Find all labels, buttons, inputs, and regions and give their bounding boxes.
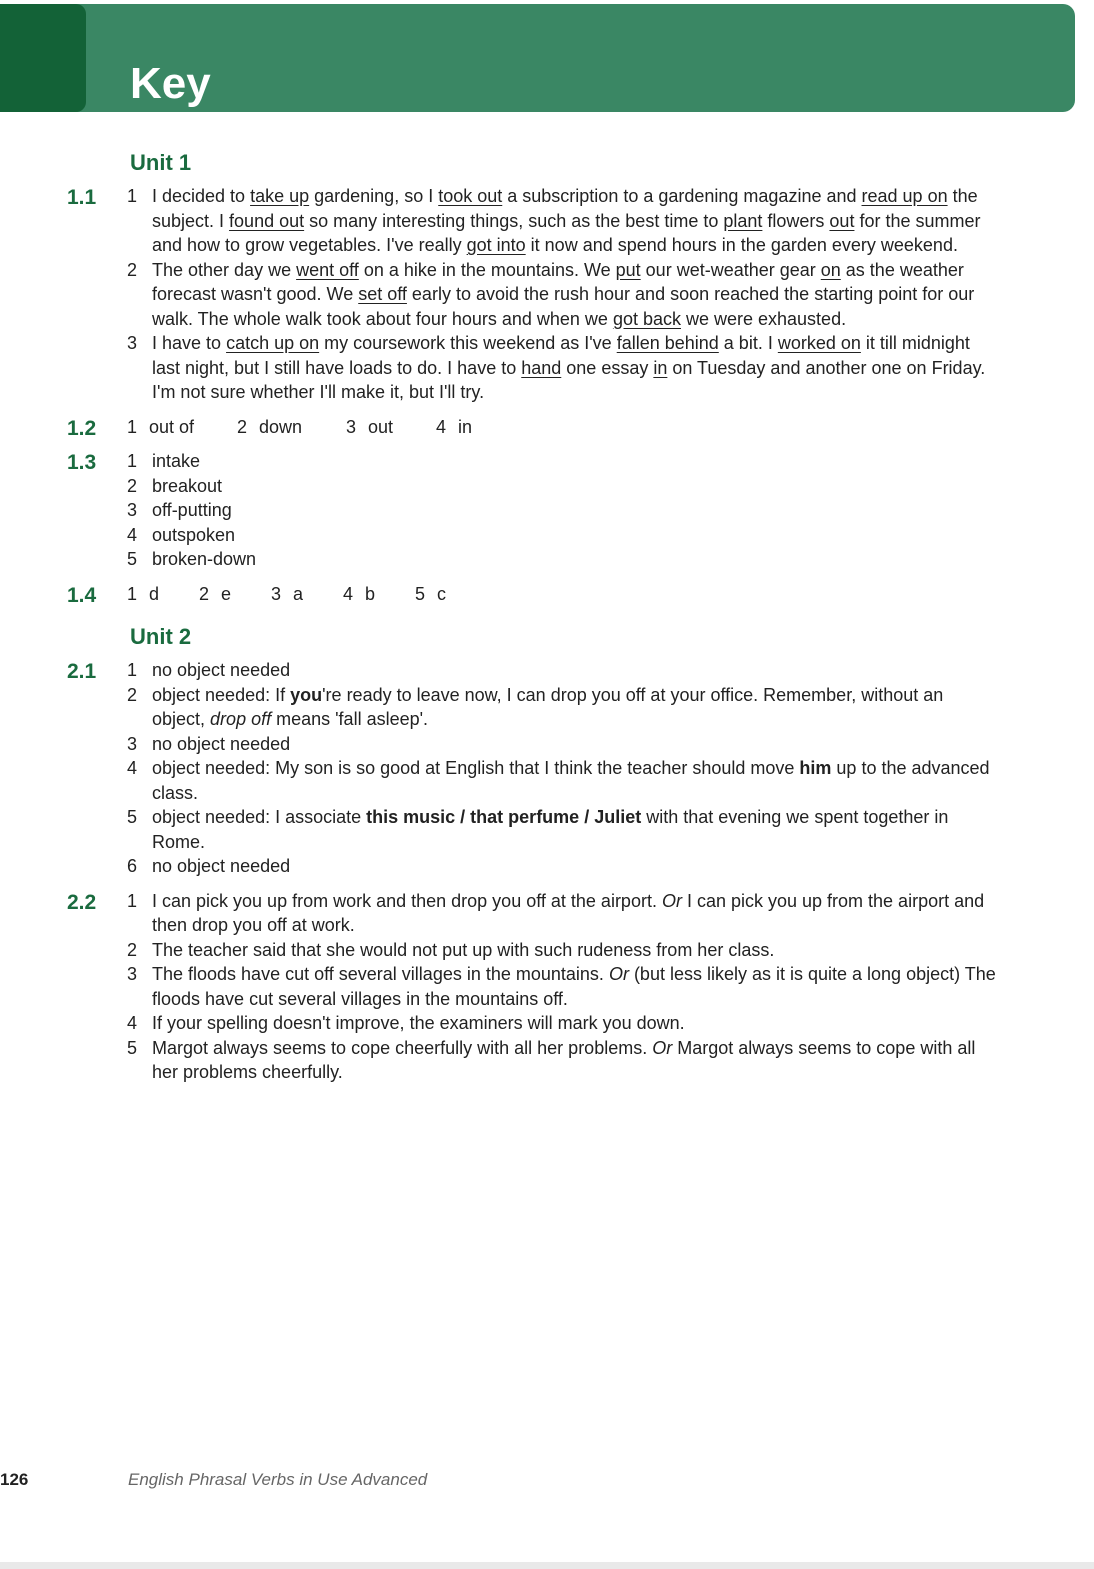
- answer-item: [127, 331, 997, 405]
- item-text: out of: [149, 416, 195, 437]
- item-number: 3: [127, 333, 138, 353]
- item-number: 1: [127, 416, 138, 437]
- item-number: 2: [127, 259, 138, 280]
- answer-item: [127, 474, 997, 499]
- inline-answer: [199, 582, 271, 607]
- item-number: 4: [127, 1013, 138, 1033]
- inline-answer: [343, 582, 415, 607]
- inline-answers: [127, 415, 1094, 440]
- item-text: b: [365, 583, 376, 604]
- item-text: I decided to take up gardening, so I took out a subscription to a gardening magazine and read up on the subject. I found out so many interesting things, such as the best time to plant flowers out for the summer and how to grow vegetables. I've really got into it now and spend hours in the garden every weekend.: [152, 186, 981, 255]
- answer-item: [127, 1036, 997, 1085]
- item-number: 5: [415, 583, 426, 604]
- item-number: 1: [127, 660, 138, 680]
- item-number: 4: [127, 524, 138, 545]
- exercise-number: 1.2: [67, 416, 97, 440]
- answer-item: [127, 658, 997, 683]
- answer-list: [127, 889, 997, 1085]
- inline-answer: [271, 582, 343, 607]
- exercise-number: 1.1: [67, 186, 97, 209]
- exercise-1-4: [0, 582, 1094, 607]
- item-text: Margot always seems to cope cheerfully with all her problems. Or Margot always seems to cope with all her problems cheerfully.: [152, 1037, 976, 1082]
- item-number: 5: [127, 807, 138, 827]
- exercise-number: 2.1: [67, 660, 97, 683]
- answer-item: [127, 449, 997, 474]
- inline-answer: [127, 415, 237, 440]
- answer-item: [127, 258, 997, 332]
- book-title: English Phrasal Verbs in Use Advanced: [128, 1470, 428, 1489]
- inline-answer: [415, 582, 475, 607]
- item-text: I have to catch up on my coursework this weekend as I've fallen behind a bit. I worked on it till midnight last night, but I still have loads to do. I have to hand one essay in on Tuesday and another one on Friday. I'm not sure whether I'll make it, but I'll try.: [152, 333, 986, 402]
- answer-item: [127, 854, 997, 879]
- inline-answers: [127, 582, 1094, 607]
- item-text: down: [259, 416, 303, 437]
- answer-item: [127, 805, 997, 854]
- item-number: 5: [127, 1037, 138, 1058]
- item-number: 3: [271, 583, 282, 604]
- unit-heading: Unit 2: [130, 624, 192, 649]
- units-container: [0, 146, 1094, 1085]
- item-number: 2: [127, 939, 138, 960]
- item-number: 2: [237, 416, 248, 437]
- bottom-rule: [0, 1562, 1094, 1569]
- item-number: 1: [127, 186, 138, 206]
- item-number: 2: [127, 684, 138, 705]
- item-text: a: [293, 583, 304, 604]
- answer-item: [127, 498, 997, 523]
- exercise-1-2: [0, 415, 1094, 440]
- item-text: The teacher said that she would not put up with such rudeness from her class.: [152, 939, 775, 960]
- exercise-1-1: [0, 184, 1094, 405]
- item-text: object needed: I associate this music / that perfume / Juliet with that evening we spent together in Rome.: [152, 807, 949, 852]
- item-number: 4: [127, 758, 138, 778]
- header-tab: [0, 4, 86, 112]
- answer-list: [127, 449, 997, 572]
- answer-item: [127, 683, 997, 732]
- item-number: 1: [127, 890, 138, 911]
- page-number: 126: [0, 1470, 29, 1489]
- item-number: 1: [127, 583, 138, 604]
- inline-answer: [127, 582, 199, 607]
- item-number: 6: [127, 856, 138, 876]
- item-text: no object needed: [152, 733, 291, 754]
- item-text: breakout: [152, 475, 223, 496]
- answer-item: [127, 523, 997, 548]
- inline-answer: [346, 415, 436, 440]
- item-text: e: [221, 583, 232, 604]
- answer-key-content: [0, 146, 1094, 1095]
- inline-answer: [436, 415, 496, 440]
- item-text: I can pick you up from work and then drop you off at the airport. Or I can pick you up from the airport and then drop you off at work.: [152, 890, 985, 935]
- item-text: broken-down: [152, 549, 257, 569]
- exercise-number: 2.2: [67, 890, 97, 914]
- item-text: no object needed: [152, 856, 291, 876]
- exercise-2-1: [0, 658, 1094, 879]
- answer-list: [127, 184, 997, 405]
- exercise-2-2: [0, 889, 1094, 1085]
- answer-list: [127, 658, 997, 879]
- item-text: object needed: If you're ready to leave now, I can drop you off at your office. Remember, without an object, drop off means 'fall asleep'.: [152, 684, 944, 729]
- item-text: out: [368, 416, 394, 437]
- exercise-number: 1.3: [67, 451, 97, 474]
- item-number: 4: [436, 416, 447, 437]
- item-text: c: [437, 583, 446, 604]
- page-title: Key: [130, 59, 211, 108]
- item-text: in: [458, 416, 473, 437]
- answer-item: [127, 889, 997, 938]
- item-text: intake: [152, 451, 201, 471]
- answer-item: [127, 756, 997, 805]
- item-number: 5: [127, 549, 138, 569]
- answer-item: [127, 547, 997, 572]
- answer-item: [127, 184, 997, 258]
- item-number: 3: [127, 733, 138, 754]
- unit-heading: Unit 1: [130, 150, 192, 175]
- item-text: The floods have cut off several villages in the mountains. Or (but less likely as it is quite a long object) The floods have cut several villages in the mountains off.: [152, 964, 996, 1009]
- answer-item: [127, 1011, 997, 1036]
- item-number: 2: [199, 583, 210, 604]
- item-text: object needed: My son is so good at English that I think the teacher should move him up to the advanced class.: [152, 758, 990, 803]
- item-text: The other day we went off on a hike in the mountains. We put our wet-weather gear on as the weather forecast wasn't good. We set off early to avoid the rush hour and soon reached the starting point for our walk. The whole walk took about four hours and when we got back we were exhausted.: [152, 259, 975, 329]
- item-text: If your spelling doesn't improve, the examiners will mark you down.: [152, 1013, 685, 1033]
- item-text: d: [149, 583, 160, 604]
- item-number: 2: [127, 475, 138, 496]
- item-number: 4: [343, 583, 354, 604]
- item-number: 3: [346, 416, 357, 437]
- item-text: off-putting: [152, 500, 232, 520]
- answer-item: [127, 938, 997, 963]
- answer-item: [127, 962, 997, 1011]
- item-number: 1: [127, 451, 138, 471]
- item-number: 3: [127, 964, 138, 984]
- exercise-number: 1.4: [67, 583, 97, 607]
- item-text: outspoken: [152, 524, 236, 545]
- answer-item: [127, 732, 997, 757]
- item-text: no object needed: [152, 660, 291, 680]
- inline-answer: [237, 415, 346, 440]
- exercise-1-3: [0, 449, 1094, 572]
- item-number: 3: [127, 500, 138, 520]
